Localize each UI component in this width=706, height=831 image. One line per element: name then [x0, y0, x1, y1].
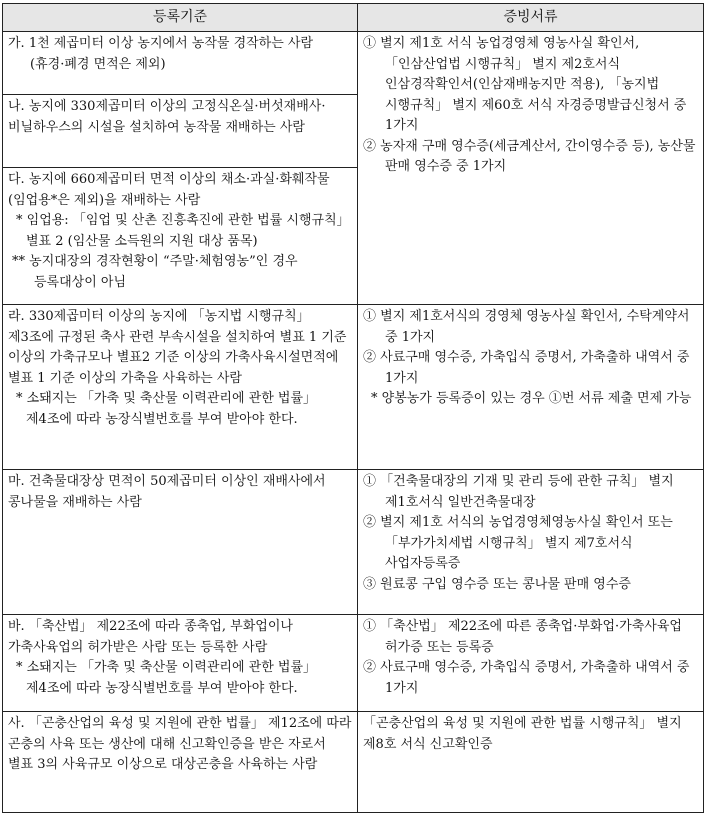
- criteria-text: 라. 330제곱미터 이상의 농지에 「농지법 시행규칙」 제3조에 규정된 축사 관련 부속시설을 설치하여 별표 1 기준 이상의 가축규모나 별표2 기준 이상의 가축사육시설면적에 별표 1 기준 이상의 가축을 사육하는 사람: [8, 309, 347, 386]
- evidence-note: * 양봉농가 등록증이 있는 경우 ①번 서류 제출 면제 가능: [371, 391, 692, 406]
- table-row: [3, 712, 704, 813]
- criteria-text: 다. 농지에 660제곱미터 면적 이상의 채소·과실·화훼작물(임업용*은 제외)을 재배하는 사람: [8, 172, 330, 208]
- criteria-cell-ba: [3, 615, 358, 712]
- evidence-item: ① 별지 제1호서식의 경영체 영농사실 확인서, 수탁계약서 중 1가지: [363, 309, 690, 345]
- evidence-cell-3: [358, 470, 704, 615]
- header-evidence: 증빙서류: [358, 4, 704, 32]
- evidence-item: ② 농자재 구매 영수증(세금계산서, 간이영수증 등), 농산물 판매 영수증 중 1가지: [363, 138, 696, 174]
- criteria-note: (휴경·폐경 면적은 제외): [30, 56, 166, 72]
- criteria-cell-ga: [3, 32, 358, 95]
- evidence-item: ③ 원료콩 구입 영수증 또는 콩나물 판매 영수증: [363, 576, 631, 592]
- evidence-cell-5: [358, 712, 704, 813]
- evidence-cell-1: [358, 32, 704, 305]
- evidence-item: ① 「건축물대장의 기재 및 관리 등에 관한 규칙」 별지 제1호서식 일반건축물대장: [363, 474, 674, 510]
- criteria-cell-ra: [3, 305, 358, 470]
- evidence-item: 「곤충산업의 육성 및 지원에 관한 법률 시행규칙」 별지 제8호 서식 신고확인증: [363, 716, 682, 752]
- criteria-text: 마. 건축물대장상 면적이 50제곱미터 이상인 재배사에서 콩나물을 재배하는 사람: [8, 474, 326, 510]
- criteria-cell-da: [3, 168, 358, 305]
- evidence-cell-4: [358, 615, 704, 712]
- criteria-cell-na: [3, 95, 358, 168]
- criteria-cell-sa: [3, 712, 358, 813]
- criteria-cell-ma: [3, 470, 358, 615]
- header-criteria: 등록기준: [3, 4, 358, 32]
- evidence-item: ② 사료구매 영수증, 가축입식 증명서, 가축출하 내역서 중 1가지: [363, 350, 690, 386]
- evidence-cell-2: [358, 305, 704, 470]
- criteria-text: 가. 1천 제곱미터 이상 농지에서 농작물 경작하는 사람: [8, 36, 314, 51]
- criteria-text: 사. 「곤충산업의 육성 및 지원에 관한 법률」 제12조에 따라 곤충의 사육 또는 생산에 대해 신고확인증을 받은 자로서 별표 3의 사육규모 이상으로 대상곤충을 사육하는 사람: [8, 716, 352, 772]
- registration-criteria-table: [2, 3, 704, 813]
- criteria-text: 바. 「축산법」 제22조에 따라 종축업, 부화업이나 가축사육업의 허가받은 사람 또는 등록한 사람: [8, 619, 293, 655]
- table-row: [3, 470, 704, 615]
- evidence-item: ① 「축산법」 제22조에 따른 종축업·부화업·가축사육업 허가증 또는 등록증: [363, 619, 682, 655]
- criteria-note: * 소돼지는 「가축 및 축산물 이력관리에 관한 법률」 제4조에 따라 농장식별번호를 부여 받아야 한다.: [16, 391, 317, 427]
- table-row: [3, 615, 704, 712]
- criteria-note: * 소돼지는 「가축 및 축산물 이력관리에 관한 법률」 제4조에 따라 농장식별번호를 부여 받아야 한다.: [16, 660, 317, 696]
- table-header-row: [3, 4, 704, 32]
- evidence-item: ② 별지 제1호 서식의 농업경영체영농사실 확인서 또는 「부가가치세법 시행규칙」 별지 제7호서식 사업자등록증: [363, 515, 673, 571]
- evidence-item: ① 별지 제1호 서식 농업경영체 영농사실 확인서, 「인삼산업법 시행규칙」 별지 제2호서식 인삼경작확인서(인삼재배농지만 적용), 「농지법 시행규칙」 별지 제60호 서식 자경증명발급신청서 중 1가지: [363, 36, 687, 133]
- table-row: [3, 32, 704, 95]
- criteria-note: ** 농지대장의 경작현황이 “주말·체험영농”인 경우 등록대상이 아님: [12, 254, 298, 290]
- evidence-item: ② 사료구매 영수증, 가축입식 증명서, 가축출하 내역서 중 1가지: [363, 660, 690, 696]
- criteria-note: * 임업용: 「임업 및 산촌 진흥촉진에 관한 법률 시행규칙」 별표 2 (임산물 소득원의 지원 대상 품목): [16, 213, 350, 249]
- criteria-text: 나. 농지에 330제곱미터 이상의 고정식온실·버섯재배사·비닐하우스의 시설을 설치하여 농작물 재배하는 사람: [8, 99, 326, 135]
- table-row: [3, 305, 704, 470]
